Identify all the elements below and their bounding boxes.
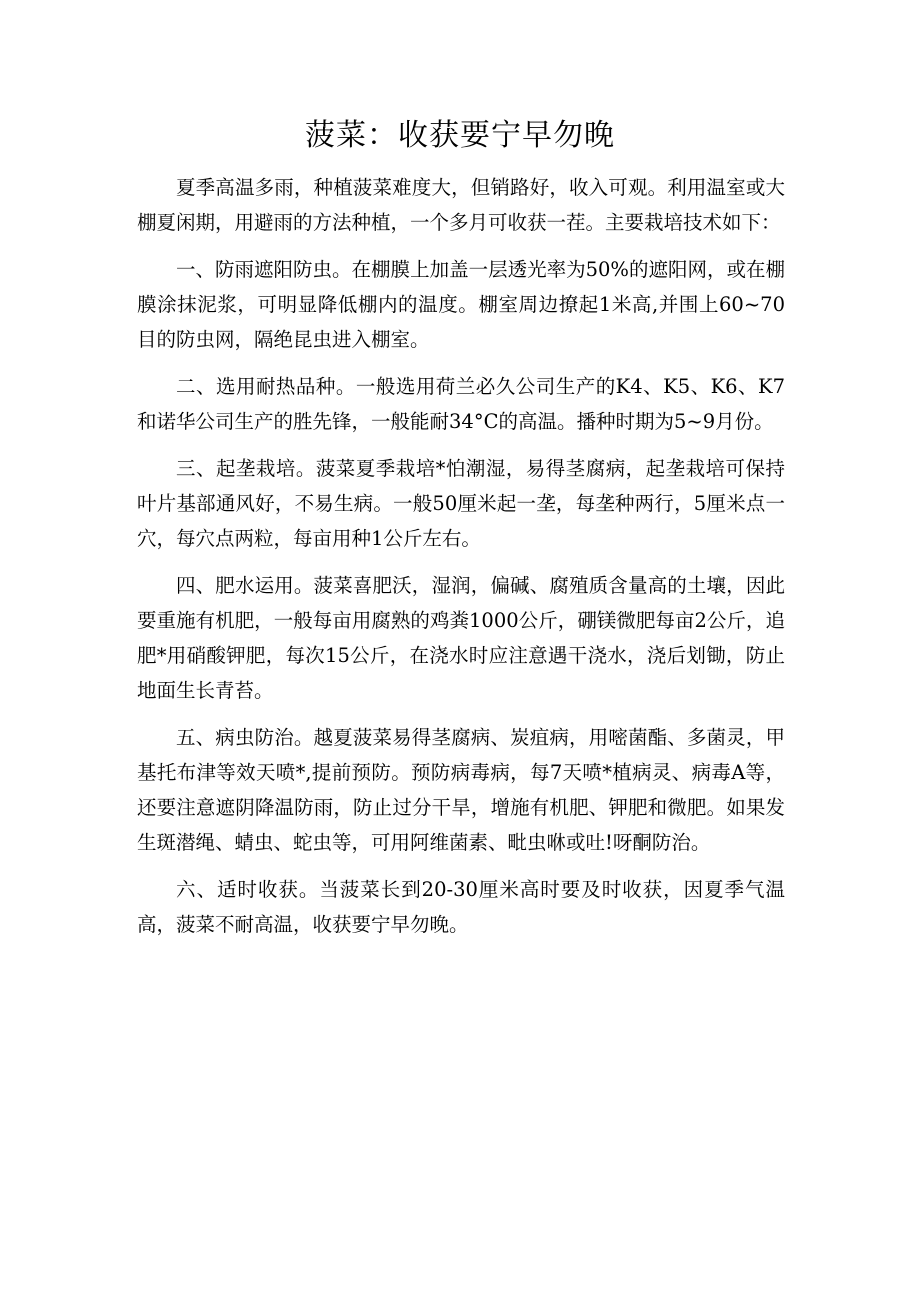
paragraph-timely-harvest: 六、适时收获。当菠菜长到20-30厘米高时要及时收获，因夏季气温高，菠菜不耐高温，收获要宁早勿晚。 bbox=[137, 878, 785, 936]
paragraph-intro: 夏季高温多雨，种植菠菜难度大，但销路好，收入可观。利用温室或大棚夏闲期，用避雨的方法种植，一个多月可收获一茬。主要栽培技术如下： bbox=[137, 176, 785, 234]
document-title: 菠菜：收获要宁早勿晚 bbox=[305, 118, 615, 153]
paragraph-ridge-cultivation: 三、起垄栽培。菠菜夏季栽培*怕潮湿，易得茎腐病，起垄栽培可保持叶片基部通风好，不易生病。一般50厘米起一垄，每垄种两行，5厘米点一穴，每穴点两粒，每亩用种1公斤左右。 bbox=[137, 457, 785, 550]
paragraph-rain-shade-insect: 一、防雨遮阳防虫。在棚膜上加盖一层透光率为50%的遮阳网，或在棚膜涂抹泥浆，可明显降低棚内的温度。棚室周边撩起1米高,并围上60~70目的防虫网，隔绝昆虫进入棚室。 bbox=[137, 258, 785, 351]
paragraph-pest-control: 五、病虫防治。越夏菠菜易得茎腐病、炭疽病，用嘧菌酯、多菌灵，甲基托布津等效天喷*,提前预防。预防病毒病，每7天喷*植病灵、病毒A等，还要注意遮阴降温防雨，防止过分干旱，增施有机肥、钾肥和微肥。如果发生斑潜绳、蜻虫、蛇虫等，可用阿维菌素、毗虫咻或吐!呀酮防治。 bbox=[137, 726, 785, 854]
paragraph-heat-resistant-variety: 二、选用耐热品种。一般选用荷兰必久公司生产的K4、K5、K6、K7和诺华公司生产的胜先锋，一般能耐34°C的高温。播种时期为5~9月份。 bbox=[137, 375, 785, 433]
document-body bbox=[137, 170, 785, 954]
paragraph-fertilizer-water: 四、肥水运用。菠菜喜肥沃，湿润，偏碱、腐殖质含量高的土壤，因此要重施有机肥，一般每亩用腐熟的鸡粪1000公斤，硼镁微肥每亩2公斤，追肥*用硝酸钾肥，每次15公斤，在浇水时应注意遇干浇水，浇后划锄，防止地面生长青苔。 bbox=[137, 574, 785, 702]
